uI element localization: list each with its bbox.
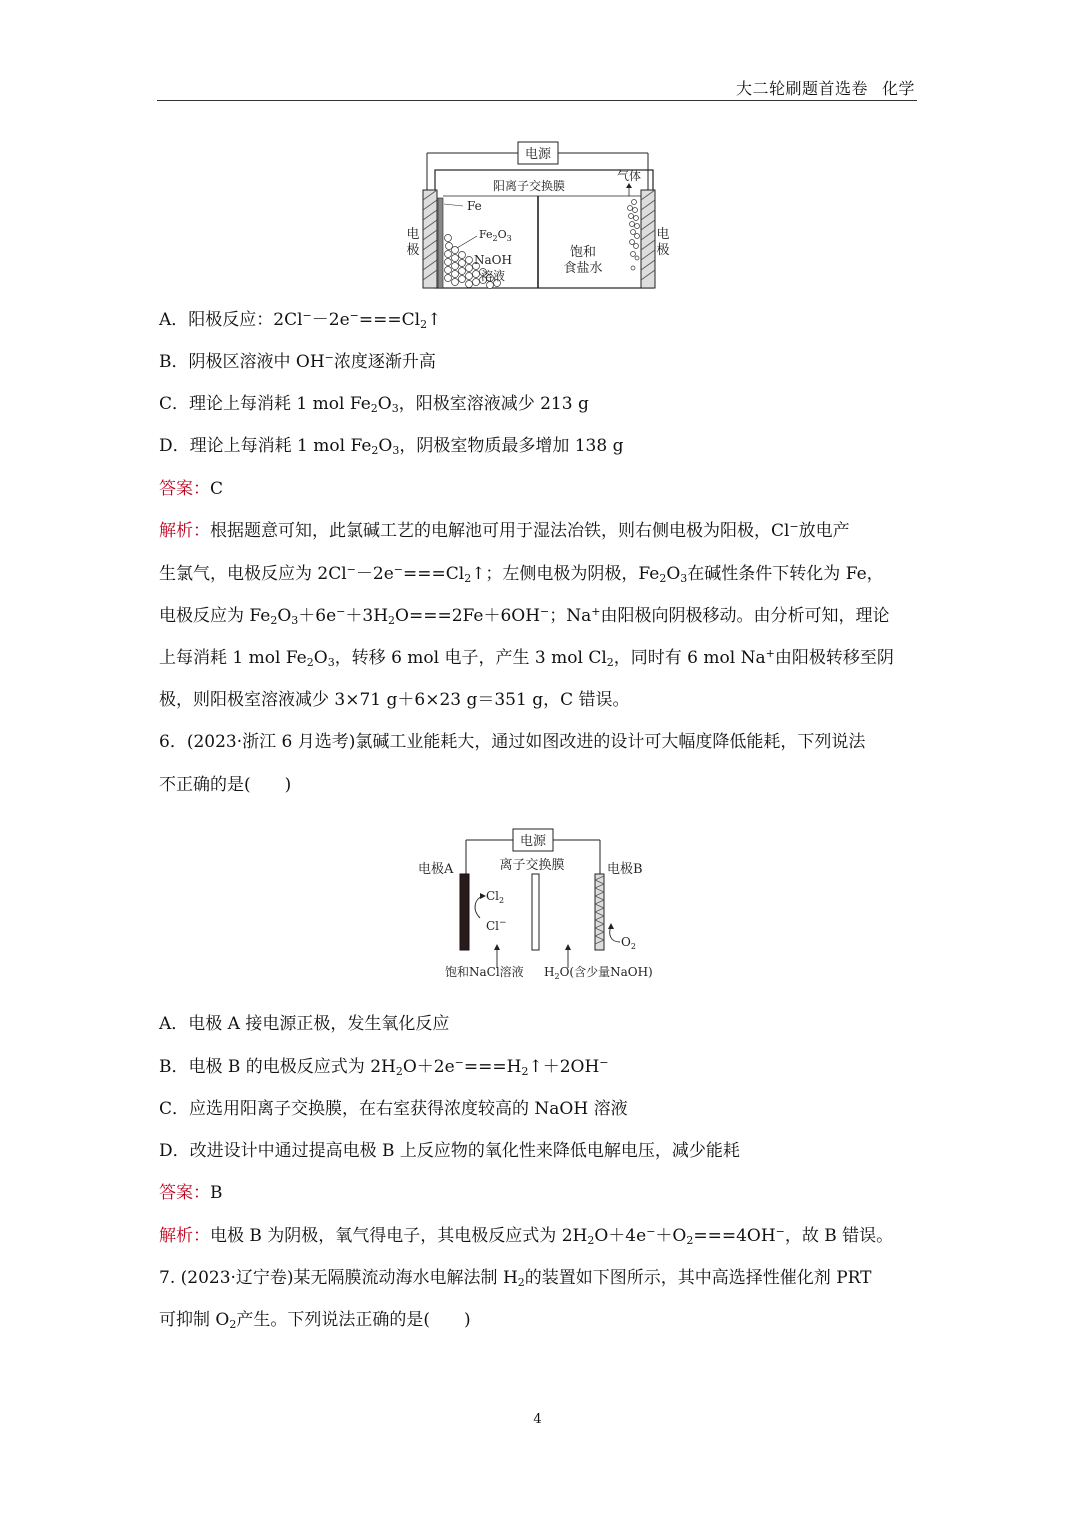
explanation-q5-line3: 电极反应为 $Fe_2O_3+6e^-+3H_2O===2Fe+6OH^-$；Na+由阳极向阴极移动。由分析可知，理论 [159,605,890,627]
q6-option-d: D．改进设计中通过提高电极 B 上反应物的氧化性来降低电解电压，减少能耗 [159,1141,740,1161]
question-6-stem-line1: 6．(2023·浙江 6 月选考)氯碱工业能耗大，通过如图改进的设计可大幅度降低能耗，下列说法 [159,732,866,752]
answer-q6: 答案：B [159,1183,223,1203]
explanation-q5-line5: 极，则阳极室溶液减少 3×71 g＋6×23 g＝351 g，C 错误。 [159,690,630,710]
q6-option-c: C．应选用阳离子交换膜，在右室获得浓度较高的 NaOH 溶液 [159,1099,628,1119]
power-source-label-2: 电源 [519,834,547,849]
gas-bubbles [628,200,640,271]
electrode-a [460,874,469,950]
ion-exchange-membrane-label: 离子交换膜 [499,858,565,873]
explanation-q6: 解析：电极 B 为阴极，氧气得电子，其电极反应式为 $2H_2O+4e^-+O_2===4OH^-$，故 B 错误。 [159,1225,894,1247]
brine-label-line1: 饱和 [569,245,597,260]
right-electrode-label-1: 电 [656,227,670,242]
question-7-stem-line1: 7. (2023·辽宁卷)某无隔膜流动海水电解法制 $H_2$的装置如下图所示，其中高选择性催化剂 PRT [159,1268,872,1289]
answer-q5: 答案：C [159,479,224,499]
brine-inlet-label: 饱和NaCl溶液 [445,965,524,979]
electrode-a-label: 电极A [418,862,454,877]
page-header [157,76,917,101]
water-inlet-label: $H_2O$(含少量NaOH) [544,965,653,981]
explanation-q5-line4: 上每消耗 1 mol $Fe_2O_3$，转移 6 mol 电子，产生 3 mol $Cl_2$，同时有 6 mol Na+由阳极转移至阴 [159,647,894,669]
naoh-label-line1: NaOH [474,253,512,267]
ion-exchange-membrane [532,874,539,950]
right-electrode-label-2: 极 [656,243,670,258]
header-book-title: 大二轮刷题首选卷 [735,79,868,98]
left-electrode-label-1: 电 [406,227,420,242]
membrane-label: 阳离子交换膜 [492,179,566,193]
brine-label-line2: 食盐水 [563,261,603,276]
header-subject: 化学 [881,79,915,98]
q6-option-a: A．电极 A 接电源正极，发生氧化反应 [159,1014,450,1034]
header-title [722,76,915,99]
naoh-label-line2: 溶液 [480,269,506,283]
fe-label: Fe [467,199,482,213]
explanation-q5-line1: 解析：根据题意可知，此氯碱工艺的电解池可用于湿法冶铁，则右侧电极为阳极，Cl−放电产 [159,520,850,541]
left-electrode-label-2: 极 [406,243,420,258]
electrode-b [595,874,604,950]
cl-ion-label: Cl− [486,918,507,933]
option-b: B．阴极区溶液中 OH−浓度逐渐升高 [159,351,436,372]
question-6-stem-line2: 不正确的是( ) [159,775,292,795]
explanation-q5-line2: 生氯气，电极反应为 $2Cl^--2e^-===Cl_2↑$；左侧电极为阴极，$Fe_2O_3$在碱性条件下转化为 Fe， [159,563,884,585]
electrode-b-label: 电极B [607,862,643,877]
o2-label: $O_2$ [621,935,636,951]
fe-plate [438,198,443,288]
cl2-label: $Cl_2$ [486,889,505,905]
page-number: 4 [533,1412,542,1427]
option-c: C．理论上每消耗 1 mol $Fe_2O_3$，阳极室溶液减少 213 g [159,394,589,415]
q6-option-b: B．电极 B 的电极反应式为 $2H_2O+2e^-===H_2↑+2OH^-$ [159,1056,609,1078]
question-7-stem-line2: 可抑制 $O_2$产生。下列说法正确的是( ) [159,1310,471,1331]
option-a: A．阳极反应：$2Cl^--2e^-===Cl_2↑$ [159,309,442,331]
figure-electrolysis-cell-2 [410,822,670,984]
figure-electrolysis-cell-1 [405,138,675,294]
fe2o3-label: $Fe_2O_3$ [479,228,512,243]
power-source-label: 电源 [524,147,552,162]
option-d: D．理论上每消耗 1 mol $Fe_2O_3$，阴极室物质最多增加 138 g [159,436,624,457]
gas-label: 气体 [616,169,642,183]
